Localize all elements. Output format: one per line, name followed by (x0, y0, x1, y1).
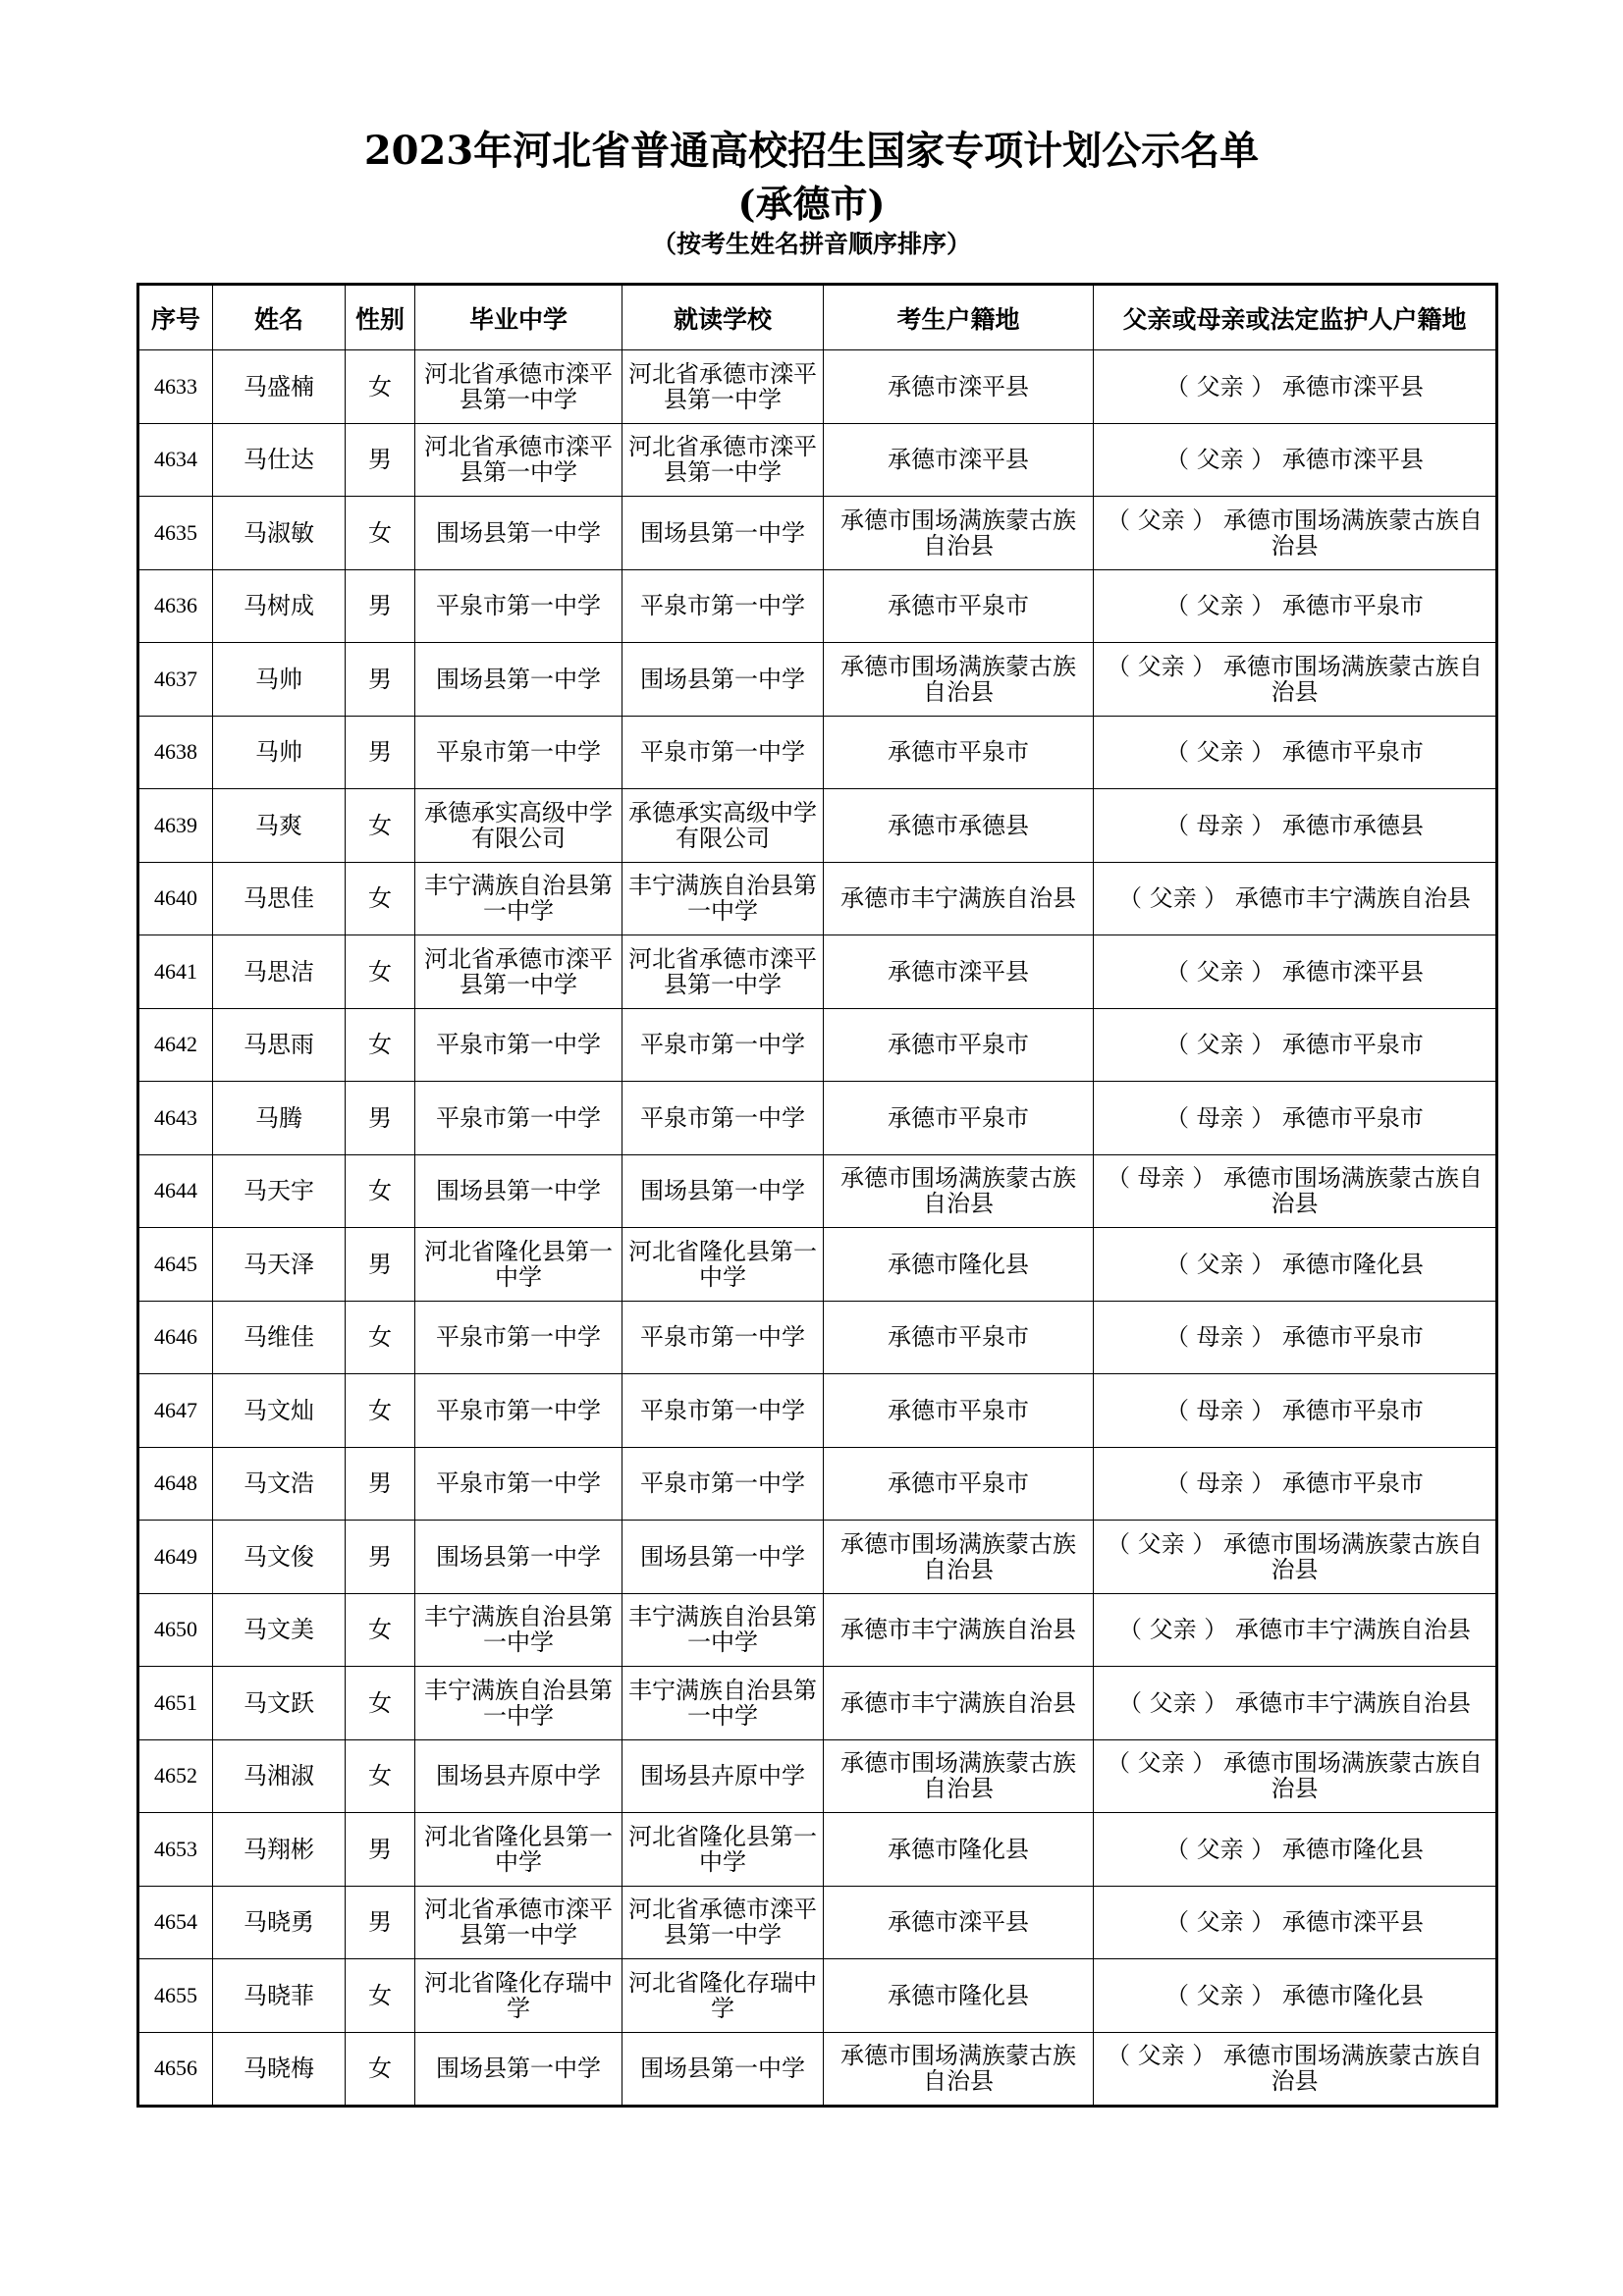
cell-name: 马思佳 (213, 862, 346, 935)
cell-current-school: 河北省承德市滦平县第一中学 (622, 935, 824, 1009)
cell-grad-school: 围场县卉原中学 (415, 1739, 622, 1813)
header-grad-school: 毕业中学 (415, 285, 622, 350)
cell-seq: 4638 (138, 716, 213, 789)
cell-name: 马天宇 (213, 1154, 346, 1228)
cell-current-school: 河北省承德市滦平县第一中学 (622, 1886, 824, 1959)
cell-guardian-household: （ 母亲 ） 承德市平泉市 (1094, 1447, 1497, 1521)
cell-name: 马文跃 (213, 1667, 346, 1740)
cell-grad-school: 河北省承德市滦平县第一中学 (415, 350, 622, 424)
cell-name: 马帅 (213, 643, 346, 717)
cell-grad-school: 河北省承德市滦平县第一中学 (415, 1886, 622, 1959)
cell-guardian-household: （ 父亲 ） 承德市隆化县 (1094, 1228, 1497, 1302)
cell-seq: 4643 (138, 1082, 213, 1155)
cell-name: 马维佳 (213, 1301, 346, 1374)
cell-household: 承德市承德县 (824, 789, 1094, 863)
cell-grad-school: 河北省隆化县第一中学 (415, 1228, 622, 1302)
cell-gender: 男 (346, 1813, 415, 1887)
document-subtitle: (承德市) (737, 182, 886, 226)
cell-guardian-household: （ 母亲 ） 承德市平泉市 (1094, 1301, 1497, 1374)
cell-seq: 4650 (138, 1593, 213, 1667)
cell-household: 承德市丰宁满族自治县 (824, 1593, 1094, 1667)
cell-grad-school: 平泉市第一中学 (415, 1447, 622, 1521)
cell-gender: 女 (346, 350, 415, 424)
cell-seq: 4641 (138, 935, 213, 1009)
cell-name: 马晓勇 (213, 1886, 346, 1959)
cell-guardian-household: （ 母亲 ） 承德市承德县 (1094, 789, 1497, 863)
table-row (138, 1008, 1497, 1082)
cell-name: 马腾 (213, 1082, 346, 1155)
cell-name: 马翔彬 (213, 1813, 346, 1887)
header-seq: 序号 (138, 285, 213, 350)
cell-current-school: 平泉市第一中学 (622, 569, 824, 643)
table-row (138, 1447, 1497, 1521)
cell-grad-school: 承德承实高级中学有限公司 (415, 789, 622, 863)
cell-name: 马晓梅 (213, 2032, 346, 2107)
cell-seq: 4654 (138, 1886, 213, 1959)
cell-grad-school: 河北省隆化存瑞中学 (415, 1959, 622, 2033)
table-row (138, 1082, 1497, 1155)
cell-current-school: 围场县第一中学 (622, 2032, 824, 2107)
cell-seq: 4649 (138, 1521, 213, 1594)
cell-current-school: 河北省承德市滦平县第一中学 (622, 350, 824, 424)
cell-grad-school: 河北省承德市滦平县第一中学 (415, 935, 622, 1009)
cell-household: 承德市丰宁满族自治县 (824, 862, 1094, 935)
cell-seq: 4637 (138, 643, 213, 717)
cell-gender: 男 (346, 643, 415, 717)
cell-gender: 男 (346, 1228, 415, 1302)
cell-grad-school: 河北省隆化县第一中学 (415, 1813, 622, 1887)
cell-name: 马湘淑 (213, 1739, 346, 1813)
table-row (138, 350, 1497, 424)
cell-seq: 4639 (138, 789, 213, 863)
table-row (138, 1739, 1497, 1813)
cell-guardian-household: （ 父亲 ） 承德市平泉市 (1094, 716, 1497, 789)
cell-current-school: 围场县第一中学 (622, 497, 824, 570)
cell-seq: 4651 (138, 1667, 213, 1740)
cell-grad-school: 丰宁满族自治县第一中学 (415, 1593, 622, 1667)
cell-gender: 女 (346, 497, 415, 570)
cell-gender: 女 (346, 1739, 415, 1813)
cell-household: 承德市平泉市 (824, 1447, 1094, 1521)
cell-household: 承德市平泉市 (824, 1008, 1094, 1082)
cell-household: 承德市平泉市 (824, 716, 1094, 789)
table-row (138, 935, 1497, 1009)
cell-guardian-household: （ 父亲 ） 承德市滦平县 (1094, 935, 1497, 1009)
cell-seq: 4645 (138, 1228, 213, 1302)
cell-name: 马文俊 (213, 1521, 346, 1594)
cell-seq: 4647 (138, 1374, 213, 1448)
cell-guardian-household: （ 父亲 ） 承德市隆化县 (1094, 1813, 1497, 1887)
cell-grad-school: 围场县第一中学 (415, 1154, 622, 1228)
cell-current-school: 河北省承德市滦平县第一中学 (622, 423, 824, 497)
cell-guardian-household: （ 母亲 ） 承德市平泉市 (1094, 1082, 1497, 1155)
table-row (138, 1959, 1497, 2033)
header-gender: 性别 (346, 285, 415, 350)
cell-gender: 男 (346, 716, 415, 789)
cell-name: 马文灿 (213, 1374, 346, 1448)
cell-guardian-household: （ 父亲 ） 承德市丰宁满族自治县 (1094, 1593, 1497, 1667)
cell-current-school: 平泉市第一中学 (622, 1082, 824, 1155)
table-row (138, 643, 1497, 717)
cell-gender: 男 (346, 1521, 415, 1594)
cell-gender: 男 (346, 1082, 415, 1155)
cell-guardian-household: （ 母亲 ） 承德市平泉市 (1094, 1374, 1497, 1448)
cell-guardian-household: （ 父亲 ） 承德市围场满族蒙古族自治县 (1094, 1521, 1497, 1594)
cell-household: 承德市滦平县 (824, 935, 1094, 1009)
cell-current-school: 承德承实高级中学有限公司 (622, 789, 824, 863)
cell-guardian-household: （ 父亲 ） 承德市围场满族蒙古族自治县 (1094, 643, 1497, 717)
table-row (138, 423, 1497, 497)
document-sort-note: （按考生姓名拼音顺序排序） (651, 230, 971, 258)
cell-household: 承德市平泉市 (824, 1082, 1094, 1155)
cell-grad-school: 围场县第一中学 (415, 643, 622, 717)
cell-name: 马文美 (213, 1593, 346, 1667)
cell-current-school: 平泉市第一中学 (622, 1301, 824, 1374)
cell-name: 马思洁 (213, 935, 346, 1009)
cell-current-school: 平泉市第一中学 (622, 716, 824, 789)
table-row (138, 1228, 1497, 1302)
table-row (138, 1301, 1497, 1374)
cell-household: 承德市隆化县 (824, 1228, 1094, 1302)
header-household: 考生户籍地 (824, 285, 1094, 350)
table-header (138, 285, 1497, 350)
cell-guardian-household: （ 父亲 ） 承德市围场满族蒙古族自治县 (1094, 1739, 1497, 1813)
cell-household: 承德市平泉市 (824, 569, 1094, 643)
cell-seq: 4644 (138, 1154, 213, 1228)
table-row (138, 569, 1497, 643)
cell-name: 马爽 (213, 789, 346, 863)
cell-grad-school: 围场县第一中学 (415, 1521, 622, 1594)
cell-gender: 女 (346, 862, 415, 935)
cell-name: 马仕达 (213, 423, 346, 497)
cell-current-school: 围场县第一中学 (622, 643, 824, 717)
cell-seq: 4640 (138, 862, 213, 935)
cell-household: 承德市丰宁满族自治县 (824, 1667, 1094, 1740)
cell-gender: 女 (346, 1667, 415, 1740)
cell-grad-school: 平泉市第一中学 (415, 1082, 622, 1155)
cell-gender: 男 (346, 1447, 415, 1521)
cell-guardian-household: （ 父亲 ） 承德市丰宁满族自治县 (1094, 1667, 1497, 1740)
cell-seq: 4633 (138, 350, 213, 424)
cell-guardian-household: （ 父亲 ） 承德市平泉市 (1094, 1008, 1497, 1082)
cell-household: 承德市围场满族蒙古族自治县 (824, 2032, 1094, 2107)
cell-household: 承德市隆化县 (824, 1813, 1094, 1887)
cell-current-school: 河北省隆化存瑞中学 (622, 1959, 824, 2033)
cell-household: 承德市围场满族蒙古族自治县 (824, 497, 1094, 570)
cell-guardian-household: （ 父亲 ） 承德市围场满族蒙古族自治县 (1094, 497, 1497, 570)
cell-seq: 4653 (138, 1813, 213, 1887)
table-row (138, 1886, 1497, 1959)
cell-grad-school: 平泉市第一中学 (415, 569, 622, 643)
cell-seq: 4648 (138, 1447, 213, 1521)
cell-household: 承德市平泉市 (824, 1301, 1094, 1374)
cell-seq: 4656 (138, 2032, 213, 2107)
cell-current-school: 围场县卉原中学 (622, 1739, 824, 1813)
cell-household: 承德市滦平县 (824, 350, 1094, 424)
cell-name: 马淑敏 (213, 497, 346, 570)
cell-gender: 女 (346, 1301, 415, 1374)
table-row (138, 497, 1497, 570)
cell-guardian-household: （ 父亲 ） 承德市隆化县 (1094, 1959, 1497, 2033)
cell-current-school: 河北省隆化县第一中学 (622, 1813, 824, 1887)
cell-guardian-household: （ 父亲 ） 承德市滦平县 (1094, 423, 1497, 497)
cell-grad-school: 平泉市第一中学 (415, 716, 622, 789)
table-row (138, 862, 1497, 935)
cell-gender: 女 (346, 1154, 415, 1228)
cell-name: 马天泽 (213, 1228, 346, 1302)
cell-household: 承德市滦平县 (824, 423, 1094, 497)
table-row (138, 1667, 1497, 1740)
cell-current-school: 平泉市第一中学 (622, 1008, 824, 1082)
table-row (138, 1593, 1497, 1667)
cell-current-school: 围场县第一中学 (622, 1521, 824, 1594)
cell-current-school: 丰宁满族自治县第一中学 (622, 1593, 824, 1667)
cell-household: 承德市平泉市 (824, 1374, 1094, 1448)
cell-guardian-household: （ 父亲 ） 承德市围场满族蒙古族自治县 (1094, 2032, 1497, 2107)
cell-guardian-household: （ 母亲 ） 承德市围场满族蒙古族自治县 (1094, 1154, 1497, 1228)
cell-name: 马树成 (213, 569, 346, 643)
cell-gender: 男 (346, 1886, 415, 1959)
table-row (138, 789, 1497, 863)
admission-roster-table (136, 283, 1498, 2108)
table-row (138, 716, 1497, 789)
cell-gender: 女 (346, 789, 415, 863)
cell-grad-school: 丰宁满族自治县第一中学 (415, 1667, 622, 1740)
cell-guardian-household: （ 父亲 ） 承德市滦平县 (1094, 350, 1497, 424)
cell-gender: 女 (346, 1959, 415, 2033)
table-row (138, 1521, 1497, 1594)
cell-gender: 女 (346, 2032, 415, 2107)
cell-current-school: 平泉市第一中学 (622, 1447, 824, 1521)
table-row (138, 1154, 1497, 1228)
cell-current-school: 河北省隆化县第一中学 (622, 1228, 824, 1302)
cell-gender: 女 (346, 1008, 415, 1082)
cell-seq: 4642 (138, 1008, 213, 1082)
cell-guardian-household: （ 父亲 ） 承德市丰宁满族自治县 (1094, 862, 1497, 935)
cell-household: 承德市围场满族蒙古族自治县 (824, 1739, 1094, 1813)
cell-seq: 4655 (138, 1959, 213, 2033)
cell-gender: 男 (346, 423, 415, 497)
table-body (138, 350, 1497, 2107)
cell-grad-school: 河北省承德市滦平县第一中学 (415, 423, 622, 497)
document-title: 2023年河北省普通高校招生国家专项计划公示名单 (363, 128, 1260, 174)
cell-gender: 女 (346, 1593, 415, 1667)
cell-grad-school: 平泉市第一中学 (415, 1301, 622, 1374)
cell-seq: 4646 (138, 1301, 213, 1374)
cell-seq: 4652 (138, 1739, 213, 1813)
cell-current-school: 丰宁满族自治县第一中学 (622, 1667, 824, 1740)
table-header-row (138, 285, 1497, 350)
cell-grad-school: 围场县第一中学 (415, 2032, 622, 2107)
cell-gender: 男 (346, 569, 415, 643)
cell-seq: 4636 (138, 569, 213, 643)
cell-name: 马文浩 (213, 1447, 346, 1521)
cell-name: 马盛楠 (213, 350, 346, 424)
cell-gender: 女 (346, 1374, 415, 1448)
table-row (138, 1813, 1497, 1887)
cell-seq: 4634 (138, 423, 213, 497)
cell-household: 承德市隆化县 (824, 1959, 1094, 2033)
cell-name: 马晓菲 (213, 1959, 346, 2033)
cell-name: 马思雨 (213, 1008, 346, 1082)
header-guardian-household: 父亲或母亲或法定监护人户籍地 (1094, 285, 1497, 350)
cell-current-school: 围场县第一中学 (622, 1154, 824, 1228)
cell-guardian-household: （ 父亲 ） 承德市滦平县 (1094, 1886, 1497, 1959)
cell-seq: 4635 (138, 497, 213, 570)
cell-gender: 女 (346, 935, 415, 1009)
table-row (138, 2032, 1497, 2107)
cell-household: 承德市围场满族蒙古族自治县 (824, 1154, 1094, 1228)
cell-household: 承德市滦平县 (824, 1886, 1094, 1959)
cell-grad-school: 围场县第一中学 (415, 497, 622, 570)
cell-grad-school: 丰宁满族自治县第一中学 (415, 862, 622, 935)
cell-grad-school: 平泉市第一中学 (415, 1374, 622, 1448)
cell-name: 马帅 (213, 716, 346, 789)
header-name: 姓名 (213, 285, 346, 350)
cell-household: 承德市围场满族蒙古族自治县 (824, 643, 1094, 717)
cell-guardian-household: （ 父亲 ） 承德市平泉市 (1094, 569, 1497, 643)
cell-current-school: 丰宁满族自治县第一中学 (622, 862, 824, 935)
cell-grad-school: 平泉市第一中学 (415, 1008, 622, 1082)
cell-current-school: 平泉市第一中学 (622, 1374, 824, 1448)
table-row (138, 1374, 1497, 1448)
header-current-school: 就读学校 (622, 285, 824, 350)
cell-household: 承德市围场满族蒙古族自治县 (824, 1521, 1094, 1594)
